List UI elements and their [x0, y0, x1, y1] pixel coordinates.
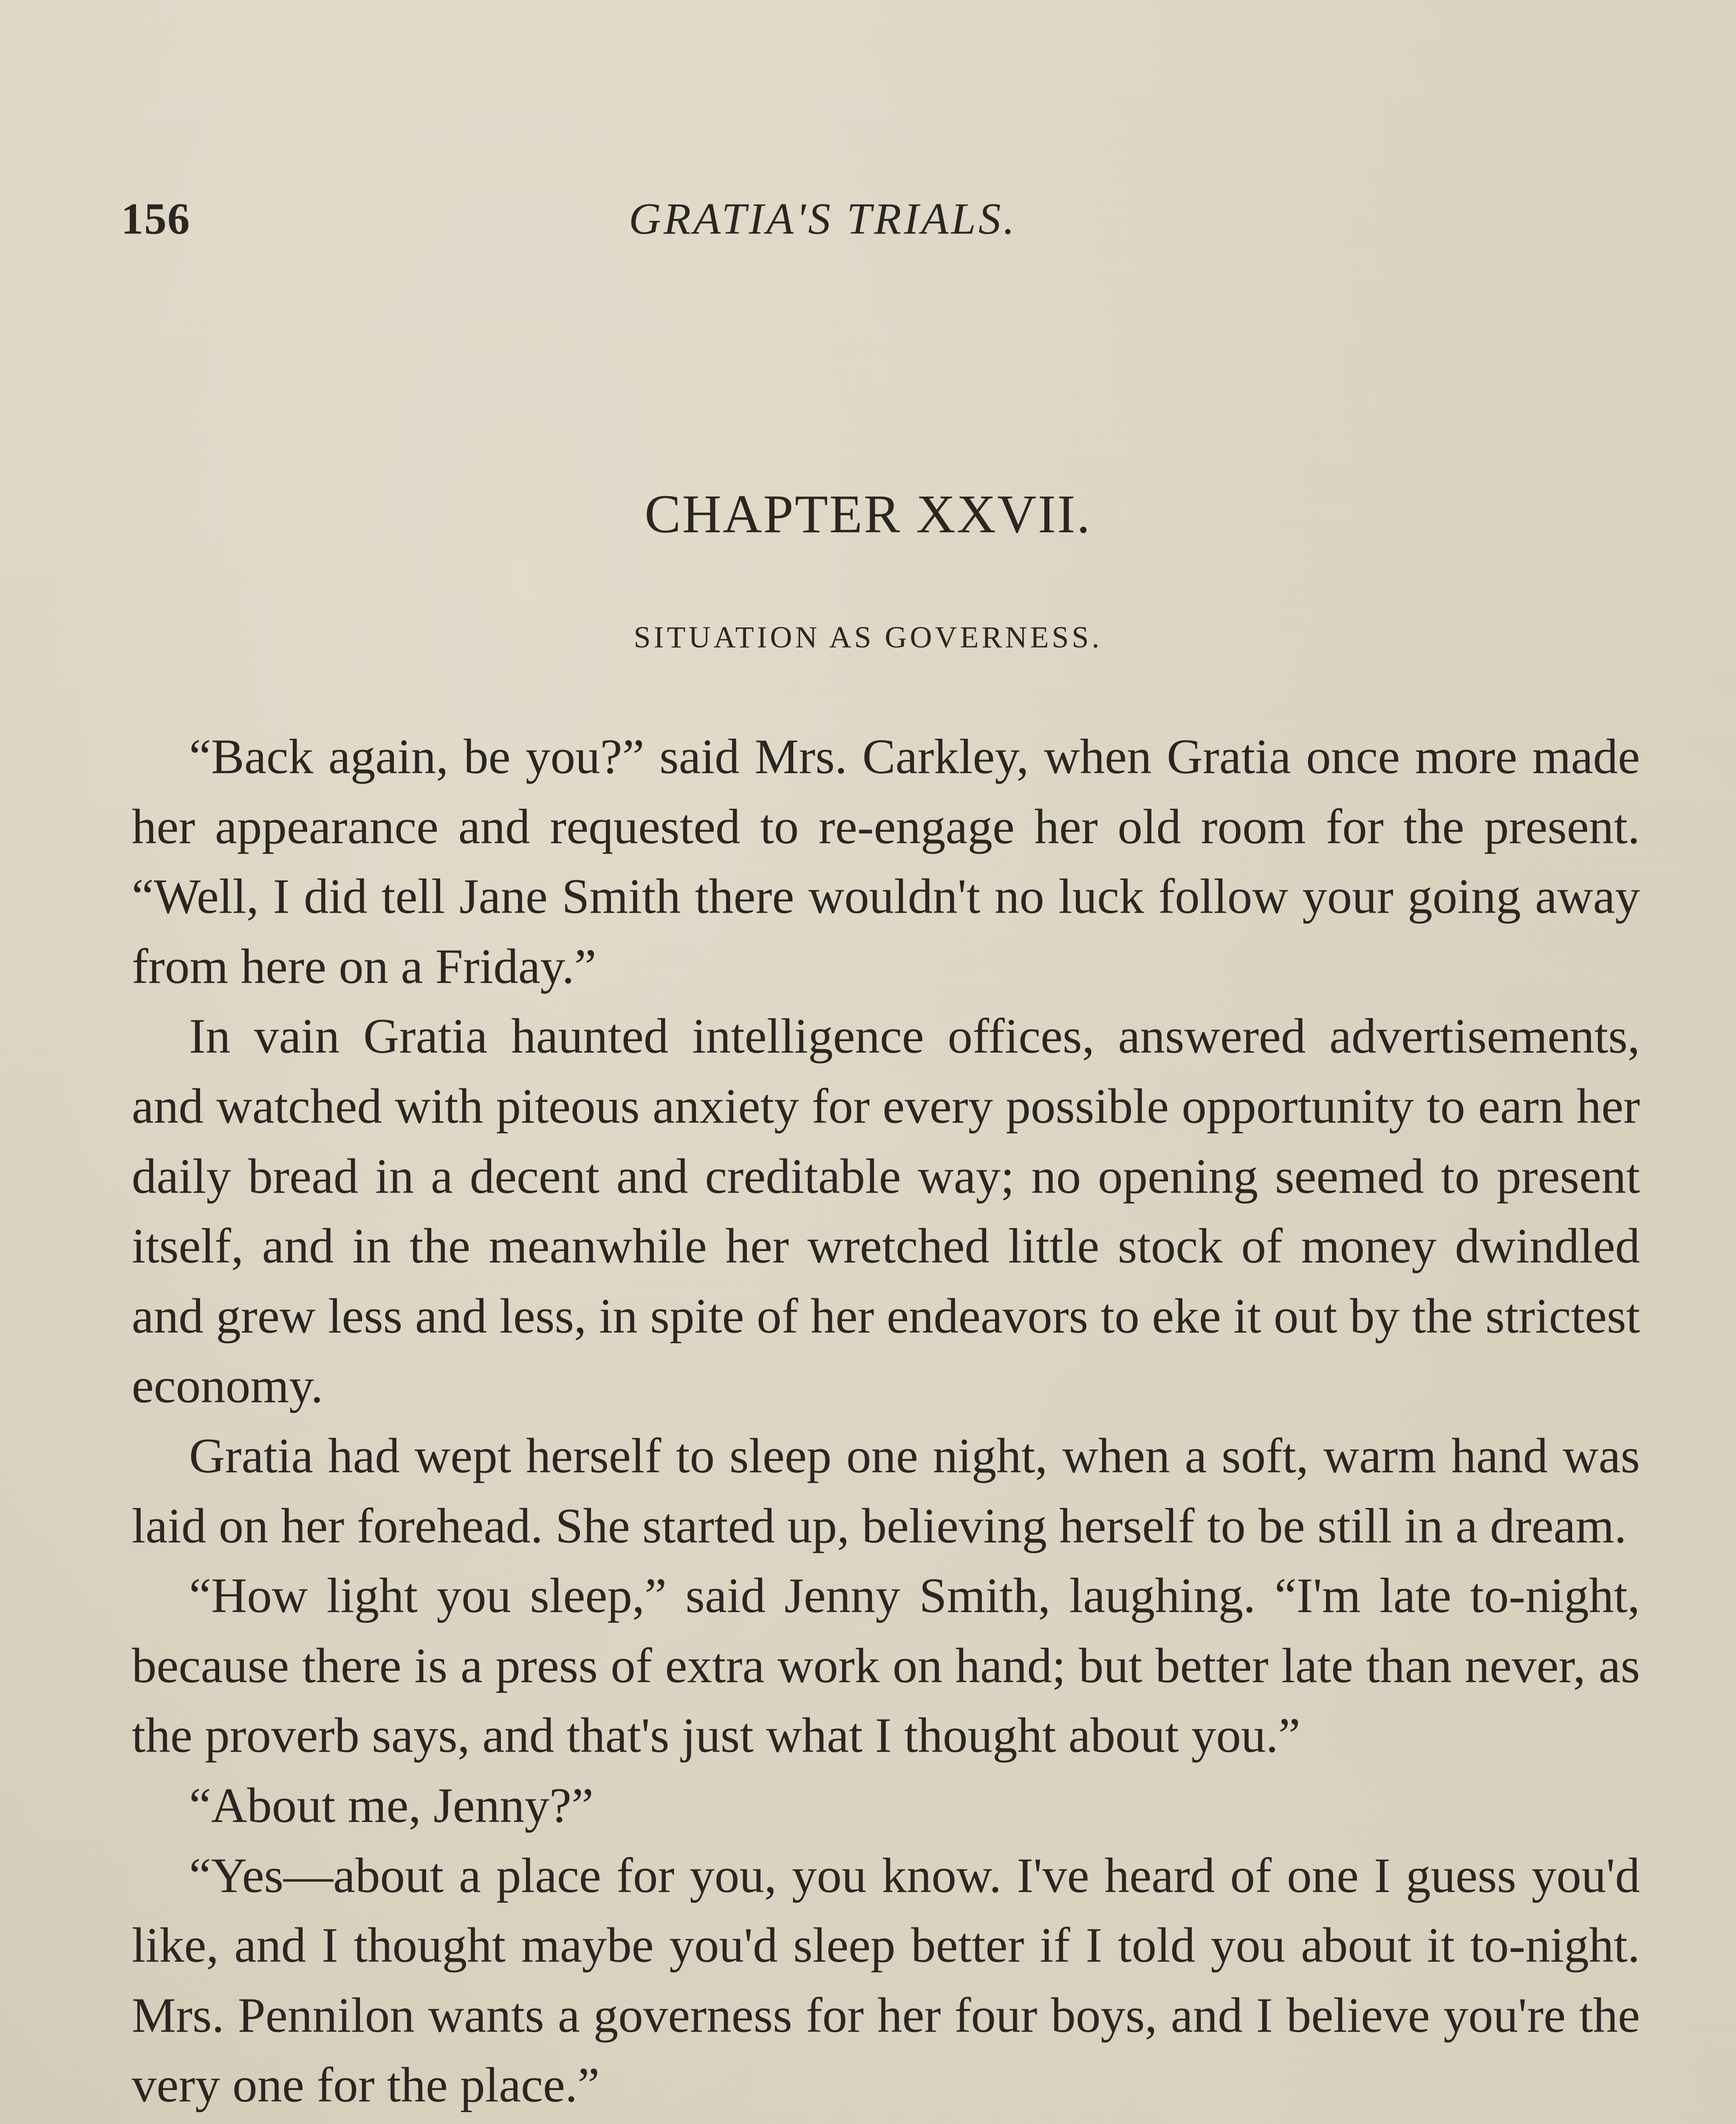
paragraph-7: [132, 2121, 1640, 2124]
paragraph-2: In vain Gratia haunted intelligence offices, answered advertisements, and watched with piteous anxiety for every possible opportunity to earn her daily bread in a decent and creditable way; no opening seemed to present itself, and in the meanwhile her wretched little stock of money dwindled and grew less and less, in spite of her endeavors to eke it out by the strictest economy.: [132, 1009, 1640, 1414]
body-text: [132, 722, 1640, 2124]
paragraph-6: “Yes—about a place for you, you know. I've heard of one I guess you'd like, and I thought maybe you'd sleep better if I told you about it to-night. Mrs. Pennilon wants a governess for her four boys, and I believe you're the very one for the place.”: [132, 1848, 1640, 2113]
chapter-title: CHAPTER XXVII.: [645, 484, 1091, 544]
paragraph-5: “About me, Jenny?”: [189, 1778, 594, 1833]
running-title: GRATIA'S TRIALS.: [629, 194, 1017, 243]
page-number: 156: [121, 194, 191, 243]
paragraph-4: “How light you sleep,” said Jenny Smith, laughing. “I'm late to-night, because there is a press of extra work on hand; but better late than never, as the proverb says, and that's just what I thought about you.”: [132, 1568, 1640, 1763]
paragraph-3: Gratia had wept herself to sleep one night, when a soft, warm hand was laid on her forehead. She started up, believing herself to be still in a dream.: [132, 1428, 1640, 1553]
running-head: [0, 187, 1736, 251]
chapter-subtitle: SITUATION AS GOVERNESS.: [633, 620, 1103, 654]
paragraph-1: “Back again, be you?” said Mrs. Carkley, when Gratia once more made her appearance and requested to re-engage her old room for the present. “Well, I did tell Jane Smith there wouldn't no luck follow your going away from here on a Friday.”: [132, 729, 1640, 994]
